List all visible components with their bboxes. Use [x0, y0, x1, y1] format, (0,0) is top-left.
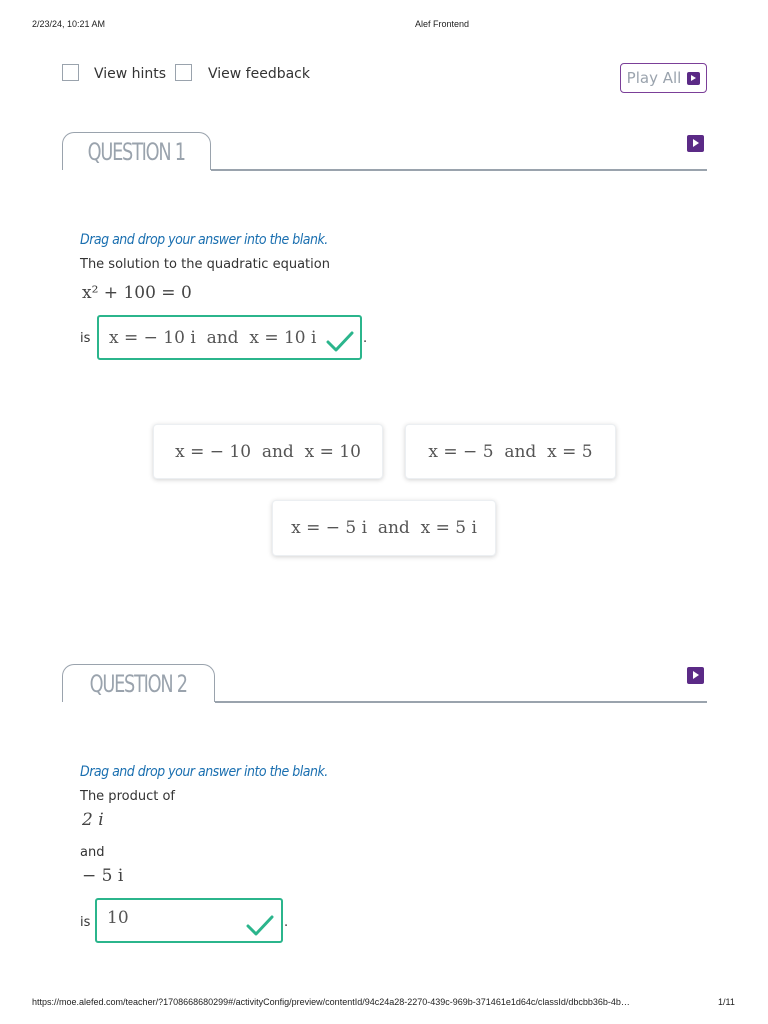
print-page-number: 1/11: [718, 997, 735, 1007]
answer-choice-tile[interactable]: [272, 500, 496, 556]
view-hints-label: View hints: [94, 66, 167, 82]
answer-choice-tile[interactable]: [153, 424, 383, 479]
view-feedback-checkbox[interactable]: [175, 64, 192, 81]
question-1-instruction: Drag and drop your answer into the blank.: [80, 232, 328, 248]
print-datetime: 2/23/24, 10:21 AM: [32, 19, 106, 29]
print-page-title: Alef Frontend: [415, 19, 470, 29]
question-1-prompt: The solution to the quadratic equation: [80, 257, 330, 272]
question-2-label: QUESTION 2: [89, 669, 188, 698]
check-icon: [326, 330, 354, 354]
view-hints-checkbox[interactable]: [62, 64, 79, 81]
question-1-period: .: [363, 331, 368, 346]
question-1-tab: [62, 132, 211, 170]
question-2-instruction: Drag and drop your answer into the blank.: [80, 764, 328, 780]
question-2-answer-text: 10: [107, 908, 129, 928]
play-icon: [687, 135, 704, 152]
view-feedback-label: View feedback: [208, 66, 310, 82]
play-icon: [687, 72, 700, 85]
answer-choice-tile[interactable]: [405, 424, 616, 479]
print-url: https://moe.alefed.com/teacher/?1708668680299#/activityConfig/preview/contentId/94c24a28-2270-439c-969b-371461e1d64c/classId/dbcbb36b-4b…: [32, 997, 630, 1007]
answer-choice-text: x = − 5 i and x = 5 i: [291, 518, 477, 538]
question-2-divider: [215, 701, 707, 703]
question-2-play-button[interactable]: [687, 667, 704, 684]
play-all-button[interactable]: [620, 63, 707, 93]
question-2-is-label: is: [80, 915, 91, 930]
question-2-period: .: [284, 915, 289, 930]
question-2-term-2: − 5 i: [82, 866, 124, 886]
answer-choice-text: x = − 5 and x = 5: [428, 441, 593, 462]
play-all-label: Play All: [626, 69, 682, 87]
question-2-term-1: 2 i: [82, 810, 104, 830]
question-1-divider: [211, 169, 707, 171]
question-1-answer-blank[interactable]: [97, 315, 362, 360]
question-2-prompt: The product of: [80, 789, 175, 804]
question-1-label: QUESTION 1: [87, 137, 186, 166]
question-2-and-label: and: [80, 845, 105, 860]
play-icon: [687, 667, 704, 684]
question-2-tab: [62, 664, 215, 702]
answer-choice-text: x = − 10 and x = 10: [175, 441, 361, 462]
question-1-is-label: is: [80, 331, 91, 346]
question-1-answer-text: x = − 10 i and x = 10 i: [109, 327, 317, 348]
check-icon: [246, 914, 274, 938]
question-1-play-button[interactable]: [687, 135, 704, 152]
question-1-equation: x² + 100 = 0: [82, 283, 192, 303]
